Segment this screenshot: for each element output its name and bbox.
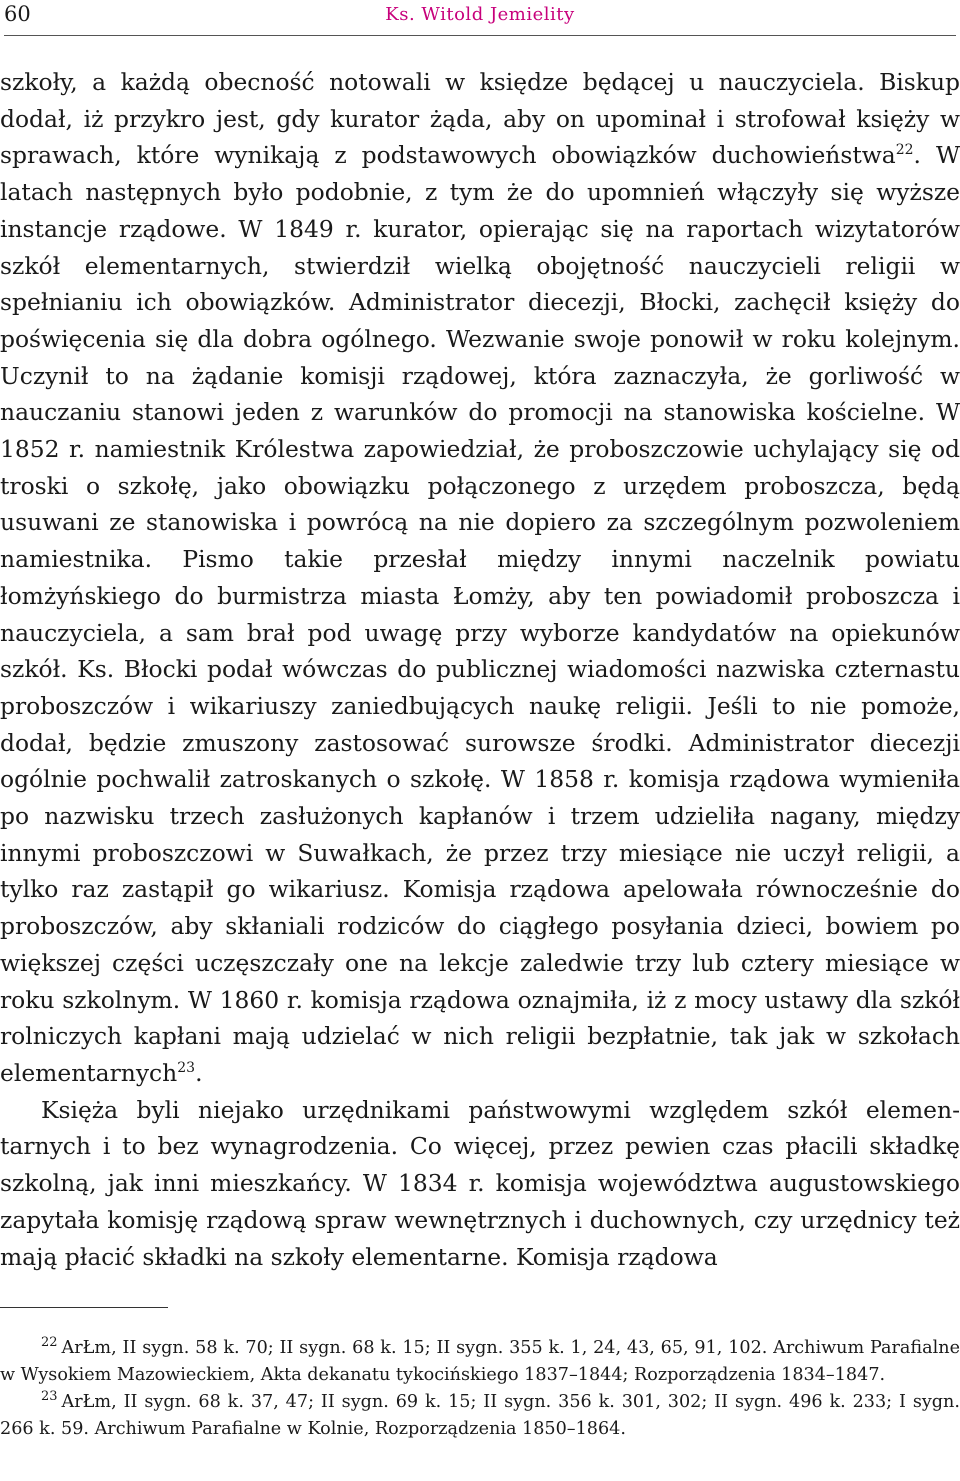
footnote-text: ArŁm, II sygn. 68 k. 37, 47; II sygn. 69 k. 15; II sygn. 356 k. 301, 302; II sygn. 496 k. 233; I sygn. 266 k. 59. Archiwum Parafialne w Kolnie, Rozporządzenia 1850–1864. [0, 1392, 960, 1439]
footnote-ref-22: 22 [895, 142, 914, 159]
footnote-text: ArŁm, II sygn. 58 k. 70; II sygn. 68 k. 15; II sygn. 355 k. 1, 24, 43, 65, 91, 102. Archiwum Parafialne w Wysokiem Mazowieckiem, Akta dekanatu tykocińskiego 1837–1844; Rozporządzenia 1834–1847. [0, 1338, 960, 1385]
header-rule [4, 35, 956, 36]
footnotes [0, 1335, 960, 1443]
paragraph-1 [0, 64, 960, 1092]
footnote-number: 22 [41, 1335, 58, 1350]
footnote-number: 23 [41, 1389, 58, 1404]
footnote-ref-23: 23 [177, 1059, 196, 1076]
body-text [0, 64, 960, 1275]
footnote-22 [0, 1335, 960, 1389]
footnote-rule [0, 1307, 168, 1308]
running-title: Ks. Witold Jemielity [385, 4, 575, 25]
paragraph-1-text-b: . W latach następnych było podobnie, z tym że do upomnień włączyły się wyższe instancje rządowe. W 1849 r. kurator, opierając się na raportach wizytatorów szkół elementarnych, stwierdził wielką obojętność nauczycieli religii w spełnianiu ich obowiązków. Administrator diecezji, Błocki, zachęcił księży do poświęcenia się dla dobra ogólnego. Wezwanie swoje ponowił w roku kolejnym. Uczynił to na żądanie komisji rządowej, która zaznaczyła, że gorliwość w nauczaniu stanowi jeden z warunków do promocji na stanowiska kościelne. W 1852 r. namiestnik Królestwa zapowiedział, że proboszczowie uchylający się od troski o szkołę, jako obowiązku połączonego z urzędem proboszcza, będą usuwani ze stanowiska i powrócą na nie dopiero za szczególnym pozwoleniem namiestnika. Pismo takie przesłał między innymi naczelnik powiatu łomżyńskiego do burmistrza miasta Łomży, aby ten powiadomił proboszcza i nauczyciela, a sam brał pod uwagę przy wyborze kandydatów na opiekunów szkół. Ks. Błocki podał wówczas do publicznej wiadomości nazwiska czternastu proboszczów i wikariuszy zaniedbujących naukę religii. Jeśli to nie pomoże, dodał, będzie zmuszony zastosować surowsze środki. Administrator diecezji ogólnie pochwalił zatroskanych o szkołę. W 1858 r. komisja rządowa wymieniła po nazwisku trzech zasłużonych kapłanów i trzem udzieliła nagany, między innymi proboszczowi w Suwałkach, że przez trzy miesiące nie uczył religii, a tylko raz zastąpił go wikariusz. Komisja rządowa apelowała równocześnie do proboszczów, aby skłaniali rodziców do ciągłego posyłania dzieci, bowiem po większej części uczęszczały one na lekcje zaledwie trzy lub cztery miesiące w roku szkolnym. W 1860 r. komisja rządowa oznajmiła, iż z mocy ustawy dla szkół rolniczych kapłani mają udzielać w nich religii bezpłatnie, tak jak w szkołach elementarnych [0, 141, 960, 1087]
footnote-23 [0, 1389, 960, 1443]
paragraph-1-text-a: szkoły, a każdą obecność notowali w księdze będącej u nauczyciela. Biskup dodał, iż przykro jest, gdy kurator żąda, aby on upominał i strofował księży w sprawach, które wynikają z podstawowych obowiązków duchowieństwa [0, 68, 960, 170]
page-number: 60 [4, 2, 31, 26]
running-header [4, 2, 956, 32]
paragraph-2: Księża byli niejako urzędnikami państwowymi względem szkół elementarnych i to bez wynagrodzenia. Co więcej, przez pewien czas płacili składkę szkolną, jak inni mieszkańcy. W 1834 r. komisja województwa augustowskiego zapytała komisję rządową spraw wewnętrznych i duchownych, czy urzędnicy też mają płacić składki na szkoły elementarne. Komisja rządowa [0, 1095, 960, 1271]
paragraph-1-text-end: . [195, 1058, 203, 1087]
